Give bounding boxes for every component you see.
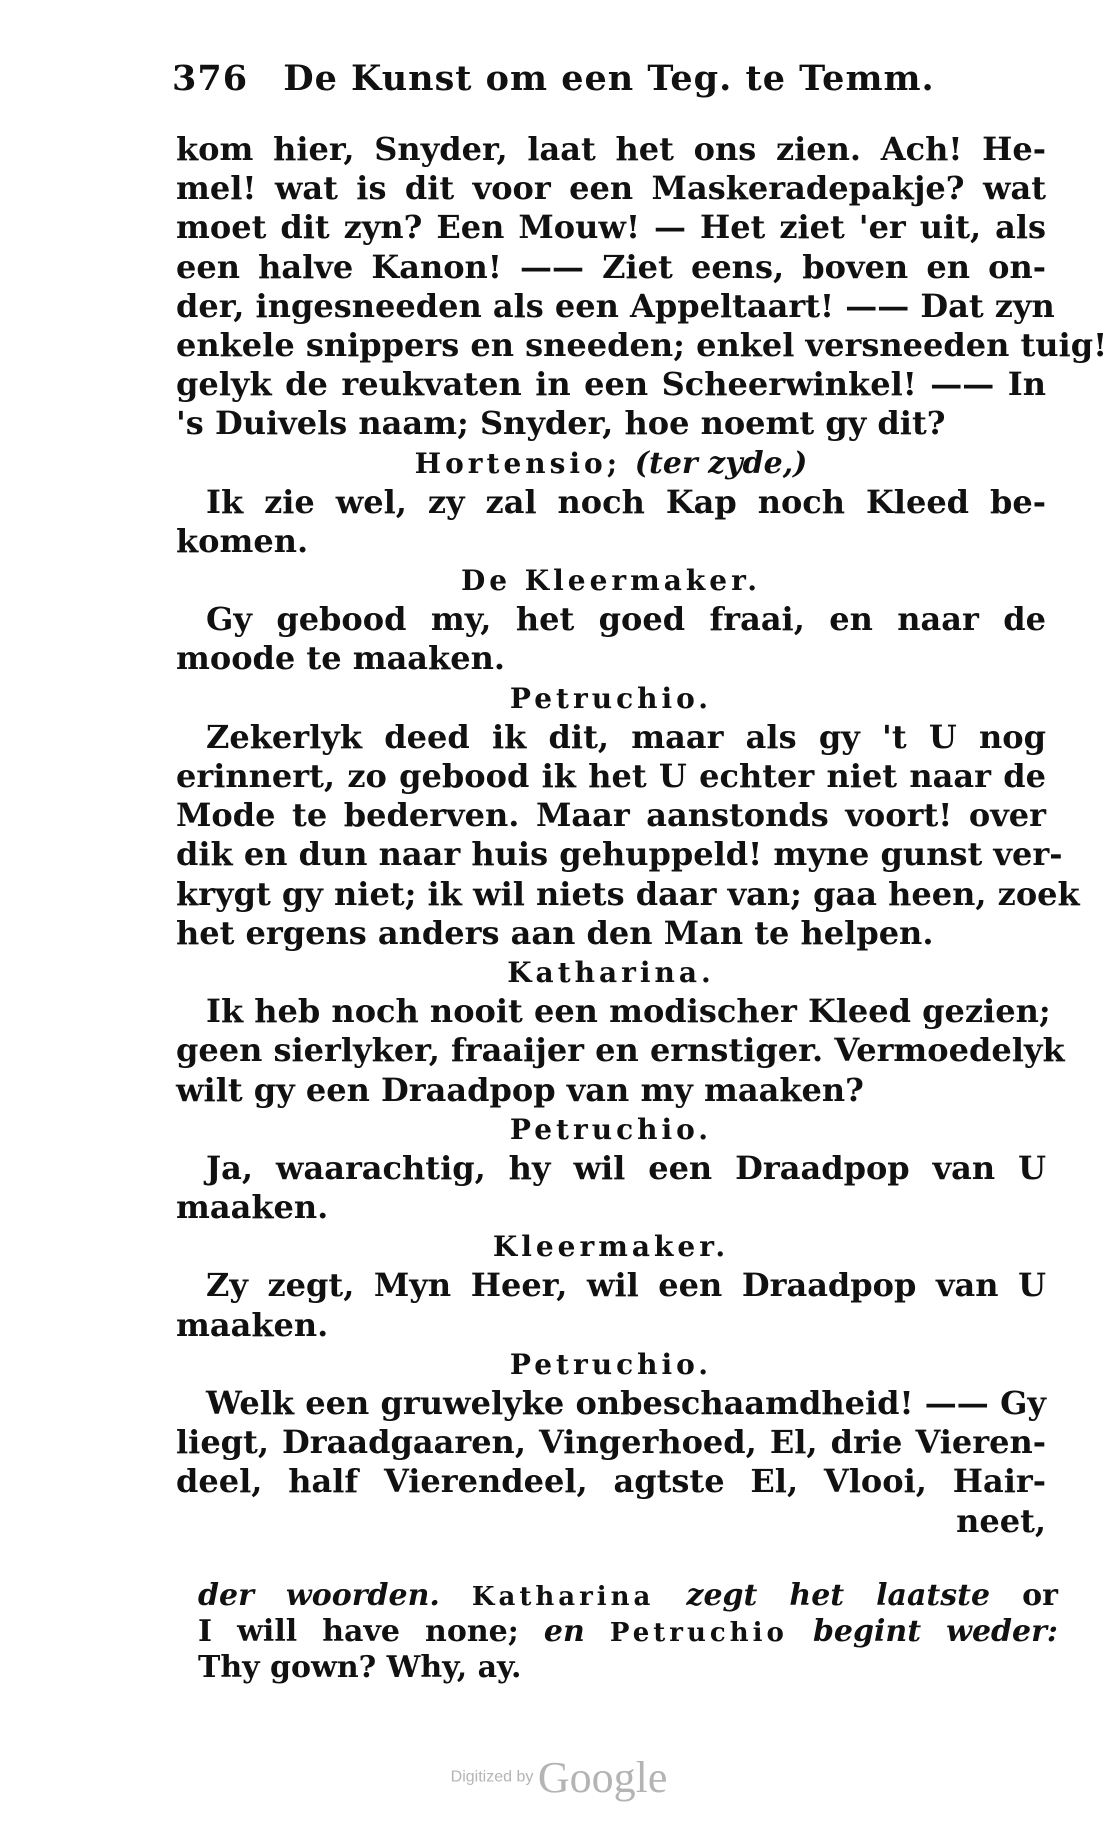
running-title: De Kunst om een Teg. te Temm. <box>283 58 935 99</box>
footnote-line <box>198 1578 1058 1614</box>
page-number: 376 <box>172 58 249 99</box>
footnote-name: Katharina <box>471 1582 655 1612</box>
footnote <box>198 1578 1058 1686</box>
text-line: maaken. <box>176 1188 329 1227</box>
digitization-watermark <box>0 1752 1118 1803</box>
text-line: een halve Kanon! —— Ziet eens, boven en on- <box>176 247 1046 286</box>
speaker-heading-hortensio <box>176 444 1046 483</box>
text-line: komen. <box>176 521 309 560</box>
main-text <box>176 130 1108 1541</box>
catchword: neet, <box>956 1501 1046 1540</box>
footnote-text: I will have none; <box>198 1614 519 1649</box>
text-line: geen sierlyker, fraaijer en ernstiger. Vermoedelyk <box>176 1031 1065 1070</box>
text-line: enkele snippers en sneeden; enkel versneeden tuig! <box>176 325 1108 364</box>
speaker-heading-petruchio: Petruchio. <box>509 1112 713 1146</box>
text-line: krygt gy niet; ik wil niets daar van; gaa heen, zoek <box>176 874 1080 913</box>
running-header <box>172 58 1032 99</box>
footnote-italic: zegt het laatste <box>686 1578 991 1613</box>
footnote-italic: der woorden. <box>198 1578 440 1613</box>
footnote-line <box>198 1614 1058 1650</box>
text-line: gelyk de reukvaten in een Scheerwinkel! —— In <box>176 365 1046 404</box>
speaker-heading-petruchio: Petruchio. <box>509 681 713 715</box>
stage-direction: (ter zyde,) <box>634 445 808 481</box>
text-line: mel! wat is dit voor een Maskeradepakje? wat <box>176 169 1046 208</box>
speaker-heading-petruchio: Petruchio. <box>509 1347 713 1381</box>
text-line: liegt, Draadgaaren, Vingerhoed, El, drie Vieren- <box>176 1423 1046 1462</box>
footnote-text: or <box>1022 1578 1058 1613</box>
watermark-prefix: Digitized by <box>450 1768 534 1786</box>
text-line: kom hier, Snyder, laat het ons zien. Ach! He- <box>176 130 1046 168</box>
text-line: Ik heb noch nooit een modischer Kleed gezien; <box>206 992 1051 1031</box>
speaker-heading-kleermaker: De Kleermaker. <box>460 564 762 598</box>
footnote-name: Petruchio <box>609 1618 788 1648</box>
text-line: Welk een gruwelyke onbeschaamdheid! —— Gy <box>206 1384 1046 1422</box>
text-line: moet dit zyn? Een Mouw! — Het ziet 'er uit, als <box>176 208 1046 247</box>
speaker-name: Hortensio; <box>414 446 622 480</box>
text-line: erinnert, zo gebood ik het U echter niet naar de <box>176 757 1046 795</box>
text-line: Ik zie wel, zy zal noch Kap noch Kleed be- <box>206 482 1046 521</box>
text-line: Mode te bederven. Maar aanstonds voort! over <box>176 796 1046 835</box>
speaker-heading-katharina: Katharina. <box>507 955 715 989</box>
text-line: deel, half Vierendeel, agtste El, Vlooi, Hair- <box>176 1462 1046 1501</box>
text-line: Zy zegt, Myn Heer, wil een Draadpop van U <box>206 1266 1046 1305</box>
text-line: dik en dun naar huis gehuppeld! myne gunst ver- <box>176 835 1063 874</box>
watermark-logo: Google <box>537 1753 668 1802</box>
text-line: der, ingesneeden als een Appeltaart! —— Dat zyn <box>176 286 1055 325</box>
text-line: Ja, waarachtig, hy wil een Draadpop van U <box>206 1148 1046 1187</box>
text-line: wilt gy een Draadpop van my maaken? <box>176 1070 864 1109</box>
text-line: moode te maaken. <box>176 639 505 678</box>
text-line: Zekerlyk deed ik dit, maar als gy 't U nog <box>206 717 1046 756</box>
footnote-italic: en <box>543 1614 585 1649</box>
speaker-heading-kleermaker: Kleermaker. <box>492 1230 730 1264</box>
text-line: maaken. <box>176 1305 329 1344</box>
text-line: 's Duivels naam; Snyder, hoe noemt gy dit? <box>176 404 946 443</box>
text-line: Gy gebood my, het goed fraai, en naar de <box>206 600 1046 639</box>
footnote-italic: begint weder: <box>812 1614 1058 1649</box>
text-line: het ergens anders aan den Man te helpen. <box>176 913 934 952</box>
footnote-line: Thy gown? Why, ay. <box>198 1650 522 1685</box>
